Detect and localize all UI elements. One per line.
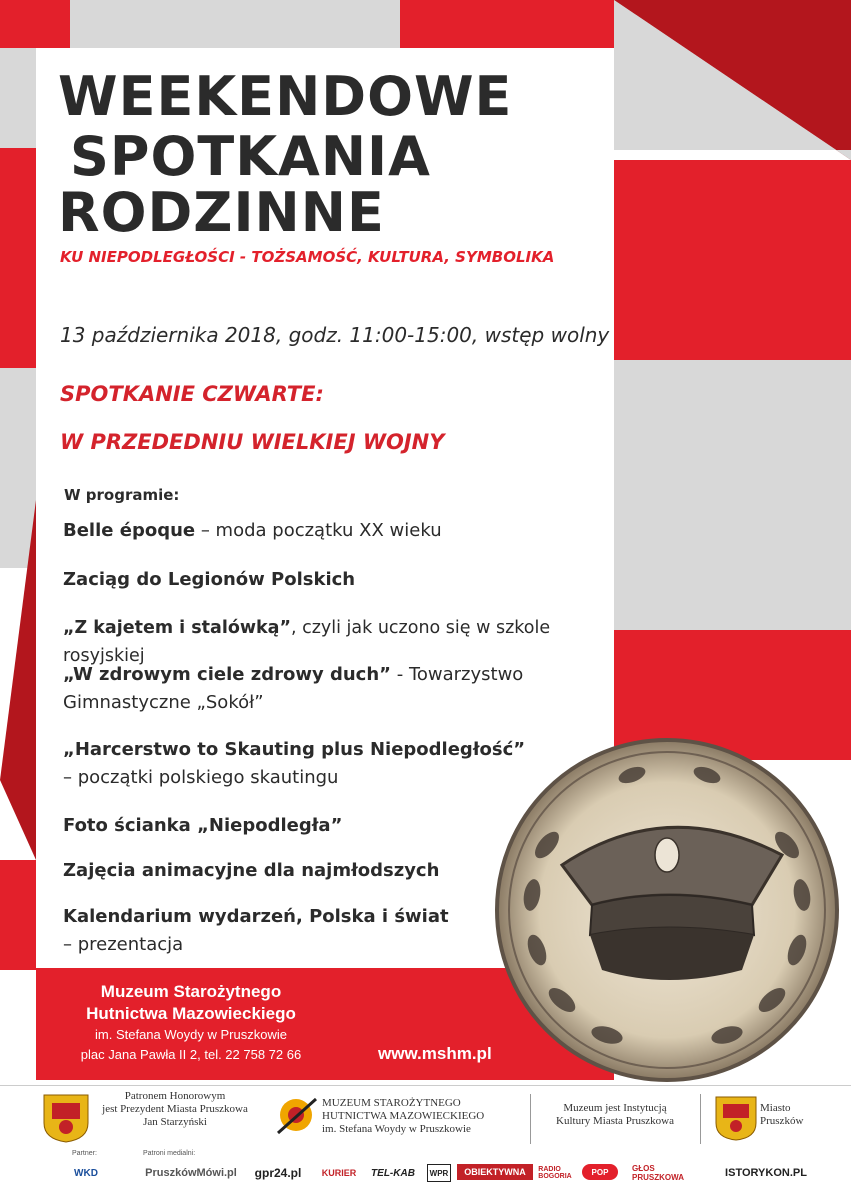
media-logo: POP <box>582 1164 618 1180</box>
meeting-title: W PRZEDEDNIU WIELKIEJ WOJNY <box>60 430 445 454</box>
program-item: Zaciąg do Legionów Polskich <box>63 569 356 590</box>
patron-text: Patronem Honorowym jest Prezydent Miasta Pruszkowa Jan Starzyński <box>102 1090 248 1128</box>
media-logo: RADIO BOGORIA <box>538 1166 572 1180</box>
program-heading: W programie: <box>64 486 180 504</box>
media-label: Patroni medialni: <box>143 1150 196 1157</box>
title-line-3: RODZINNE <box>58 181 385 244</box>
footer-website-link[interactable]: www.mshm.pl <box>378 1044 492 1063</box>
program-item: Belle époque – moda początku XX wieku <box>63 520 442 541</box>
media-logo: PruszkówMówi.pl <box>145 1167 237 1179</box>
city-crest-icon <box>42 1093 90 1143</box>
program-item: Foto ścianka „Niepodległa” <box>63 815 343 836</box>
museum-logo-icon <box>276 1095 320 1135</box>
city-crest-icon <box>714 1095 758 1141</box>
footer-museum-name-1: Muzeum Starożytnego <box>100 982 282 1001</box>
divider <box>700 1094 701 1144</box>
city-name: Miasto Pruszków <box>760 1102 804 1127</box>
divider <box>530 1094 531 1144</box>
program-item: „W zdrowym ciele zdrowy duch” - Towarzystwo Gimnastyczne „Sokół” <box>63 664 524 713</box>
medallion-illustration <box>492 735 842 1085</box>
media-logo: gpr24.pl <box>254 1166 302 1180</box>
footer-address: plac Jana Pawła II 2, tel. 22 758 72 66 <box>80 1047 302 1062</box>
museum-name-small: MUZEUM STAROŻYTNEGO HUTNICTWA MAZOWIECKIEGO im. Stefana Woydy w Pruszkowie <box>322 1097 485 1135</box>
program-item: Zajęcia animacyjne dla najmłodszych <box>63 860 440 881</box>
partner-label: Partner: <box>72 1150 97 1157</box>
program-item: „Z kajetem i stalówką”, czyli jak uczono się w szkole rosyjskiej <box>63 618 551 666</box>
media-logo: WPR <box>427 1164 451 1182</box>
wkd-logo: WKD <box>74 1167 98 1179</box>
title-line-1: WEEKENDOWE <box>58 65 513 128</box>
footer-museum-name-2: Hutnictwa Mazowieckiego <box>86 1004 296 1023</box>
event-date: 13 października 2018, godz. 11:00-15:00, wstęp wolny <box>60 323 610 347</box>
media-logo: ISTORYKON.PL <box>725 1167 807 1179</box>
program-item: Kalendarium wydarzeń, Polska i świat – prezentacja <box>63 906 449 955</box>
meeting-label: SPOTKANIE CZWARTE: <box>60 382 324 406</box>
media-logo: KURIER <box>321 1168 357 1178</box>
institution-text: Muzeum jest Instytucją Kultury Miasta Pruszkowa <box>556 1102 674 1127</box>
media-logo: GŁOS PRUSZKOWA <box>632 1164 684 1182</box>
subtitle: KU NIEPODLEGŁOŚCI - TOŻSAMOŚĆ, KULTURA, SYMBOLIKA <box>60 248 555 266</box>
title-line-2: SPOTKANIA <box>70 125 431 188</box>
media-logo: OBIEKTYWNA <box>457 1164 533 1180</box>
media-logo: TEL-KAB <box>371 1167 415 1179</box>
program-item: „Harcerstwo to Skauting plus Niepodległość” – początki polskiego skautingu <box>63 739 526 788</box>
footer-museum-patron: im. Stefana Woydy w Pruszkowie <box>95 1027 287 1042</box>
